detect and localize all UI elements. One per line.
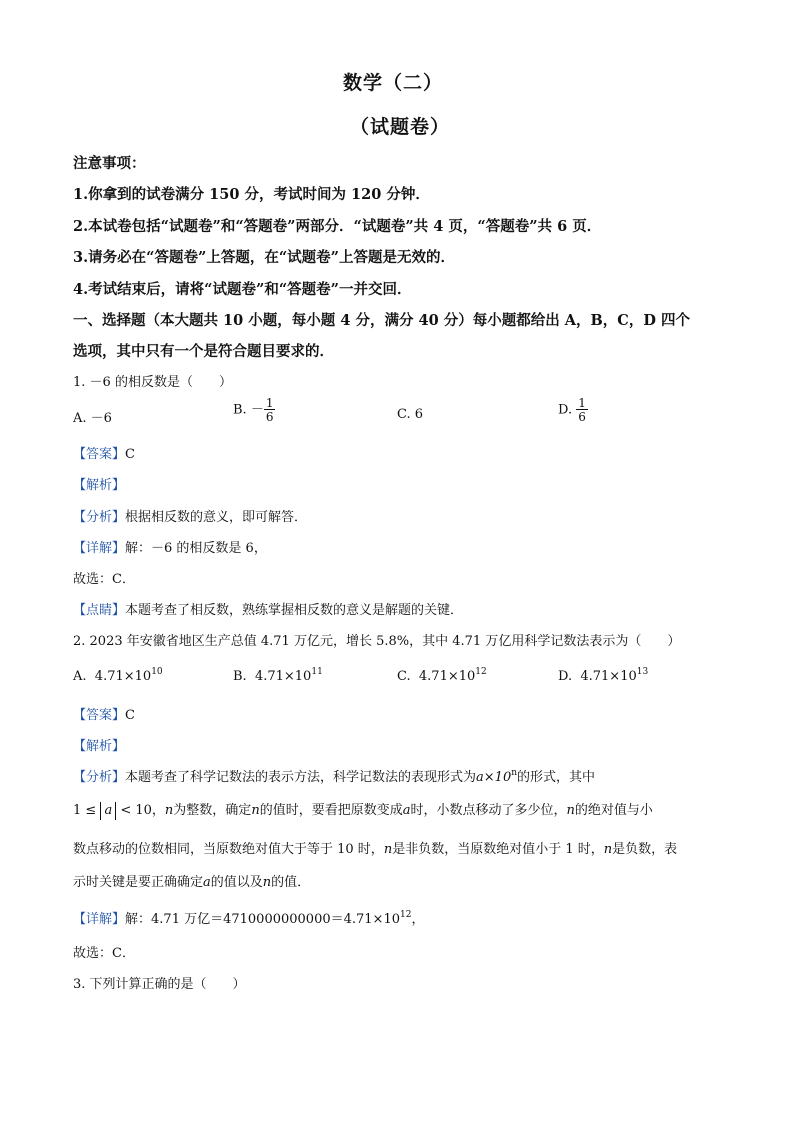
q2-fenxi-line3 [73,838,677,857]
absolute-value [100,802,116,820]
xiangjie-text: 解：－6 的相反数是 6， [125,541,267,556]
xiangjie-exponent: 12 [400,910,412,920]
ineq-left: 1 ≤ [73,803,97,818]
option-exponent: 13 [636,667,649,677]
q1-option-d-fraction [576,397,588,423]
section-heading-line1: 一、选择题（本大题共 10 小题，每小题 4 分，满分 40 分）每小题都给出 A，B，C，D 四个 [73,312,690,329]
q1-choose: 故选：C． [73,572,135,587]
q2-option-a [73,667,163,684]
formula: a×10 [476,770,512,785]
xiangjie-tag: 【详解】 [73,912,126,927]
xiangjie-end: ， [411,912,425,927]
text: 的绝对值与小 [574,803,653,818]
formula-exponent: n [511,768,518,778]
option-label: B. [233,669,247,684]
var-n: n [383,842,393,857]
option-base: 4.71×10 [580,669,637,684]
q1-answer [73,443,135,462]
q2-option-c [397,667,487,684]
var-n: n [164,803,174,818]
q2-option-b [233,667,323,684]
text: 的值以及 [210,875,263,890]
text: 为整数，确定 [173,803,252,818]
q1-option-d-label: D. [558,402,573,418]
page-subtitle: （试题卷） [350,116,451,138]
answer-tag: 【答案】 [73,708,126,723]
q2-fenxi-line4 [73,871,310,890]
option-base: 4.71×10 [254,669,312,684]
option-label: A. [73,669,87,684]
answer-value: C [125,708,135,723]
q1-fenxi [73,506,307,525]
q2-analysis-tag: 【解析】 [73,739,126,754]
var-a: a [402,803,411,818]
page-title: 数学（二） [343,72,444,94]
var-n: n [251,803,260,818]
q1-option-a: A. －6 [73,411,112,426]
xiangjie-text: 解：4.71 万亿＝4710000000000＝4.71×10 [125,912,400,927]
var-n: n [262,875,272,890]
notice-item-1: 1.你拿到的试卷满分 150 分，考试时间为 120 分钟． [73,186,430,203]
q1-analysis-tag: 【解析】 [73,478,126,493]
q2-xiangjie [73,908,424,927]
option-exponent: 11 [311,667,323,677]
option-label: C. [397,669,411,684]
notice-item-3: 3.请务必在“答题卷”上答题，在“试题卷”上答题是无效的． [73,249,455,266]
q2-fenxi-line1 [73,766,595,785]
var-n: n [603,842,613,857]
q2-fenxi-line2 [73,799,653,820]
fraction-denominator: 6 [578,410,586,424]
text: 示时关键是要正确确定 [73,875,204,890]
dianjing-tag: 【点睛】 [73,603,126,618]
fraction-denominator: 6 [265,410,274,424]
option-label: D. [558,669,573,684]
text: 数点移动的位数相同，当原数绝对值大于等于 10 时， [73,842,384,857]
section-heading-line2: 选项，其中只有一个是符合题目要求的． [73,343,334,360]
answer-value: C [125,447,135,462]
text: 是非负数，当原数绝对值小于 1 时， [392,842,604,857]
q2-choose: 故选：C． [73,946,135,961]
question-3-stem: 3. 下列计算正确的是（ ） [73,977,246,992]
question-1-stem: 1. －6 的相反数是（ ） [73,375,232,390]
xiangjie-tag: 【详解】 [73,541,126,556]
fenxi-tag: 【分析】 [73,770,126,785]
q1-option-b-label: B. － [233,402,264,418]
text: 的值． [271,875,311,890]
answer-tag: 【答案】 [73,447,126,462]
q1-xiangjie [73,537,267,556]
q1-option-d [558,397,588,423]
text: 的值时，要看把原数变成 [259,803,403,818]
q2-answer [73,704,135,723]
q2-option-d [558,667,648,684]
notice-item-2: 2.本试卷包括“试题卷”和“答题卷”两部分．“试题卷”共 4 页，“答题卷”共 6 页． [73,218,602,235]
q1-option-c: C. 6 [397,407,424,422]
notice-heading: 注意事项： [73,155,146,172]
question-2-stem: 2. 2023 年安徽省地区生产总值 4.71 万亿元，增长 5.8%，其中 4.71 万亿用科学记数法表示为（ ） [73,634,681,649]
fraction-numerator: 1 [578,396,586,410]
dianjing-text: 本题考查了相反数，熟练掌握相反数的意义是解题的关键． [125,603,464,618]
var-n: n [566,803,575,818]
option-exponent: 10 [151,667,163,677]
fenxi-tag: 【分析】 [73,510,126,525]
option-base: 4.71×10 [418,669,476,684]
var-a: a [104,803,113,818]
fenxi-text: 本题考查了科学记数法的表示方法，科学记数法的表现形式为 [125,770,477,785]
text: 是负数，表 [612,842,678,857]
fraction-numerator: 1 [265,396,274,410]
notice-item-4: 4.考试结束后，请将“试题卷”和“答题卷”一并交回． [73,281,412,298]
option-exponent: 12 [475,667,487,677]
q1-dianjing [73,599,463,618]
var-a: a [203,875,211,890]
q1-option-b [233,397,275,423]
fenxi-text: 根据相反数的意义，即可解答． [125,510,308,525]
text: 时，小数点移动了多少位， [410,803,567,818]
option-base: 4.71×10 [94,669,152,684]
q1-option-b-fraction [264,397,276,423]
fenxi-text-end: 的形式，其中 [517,770,596,785]
ineq-right: < 10， [120,803,165,818]
